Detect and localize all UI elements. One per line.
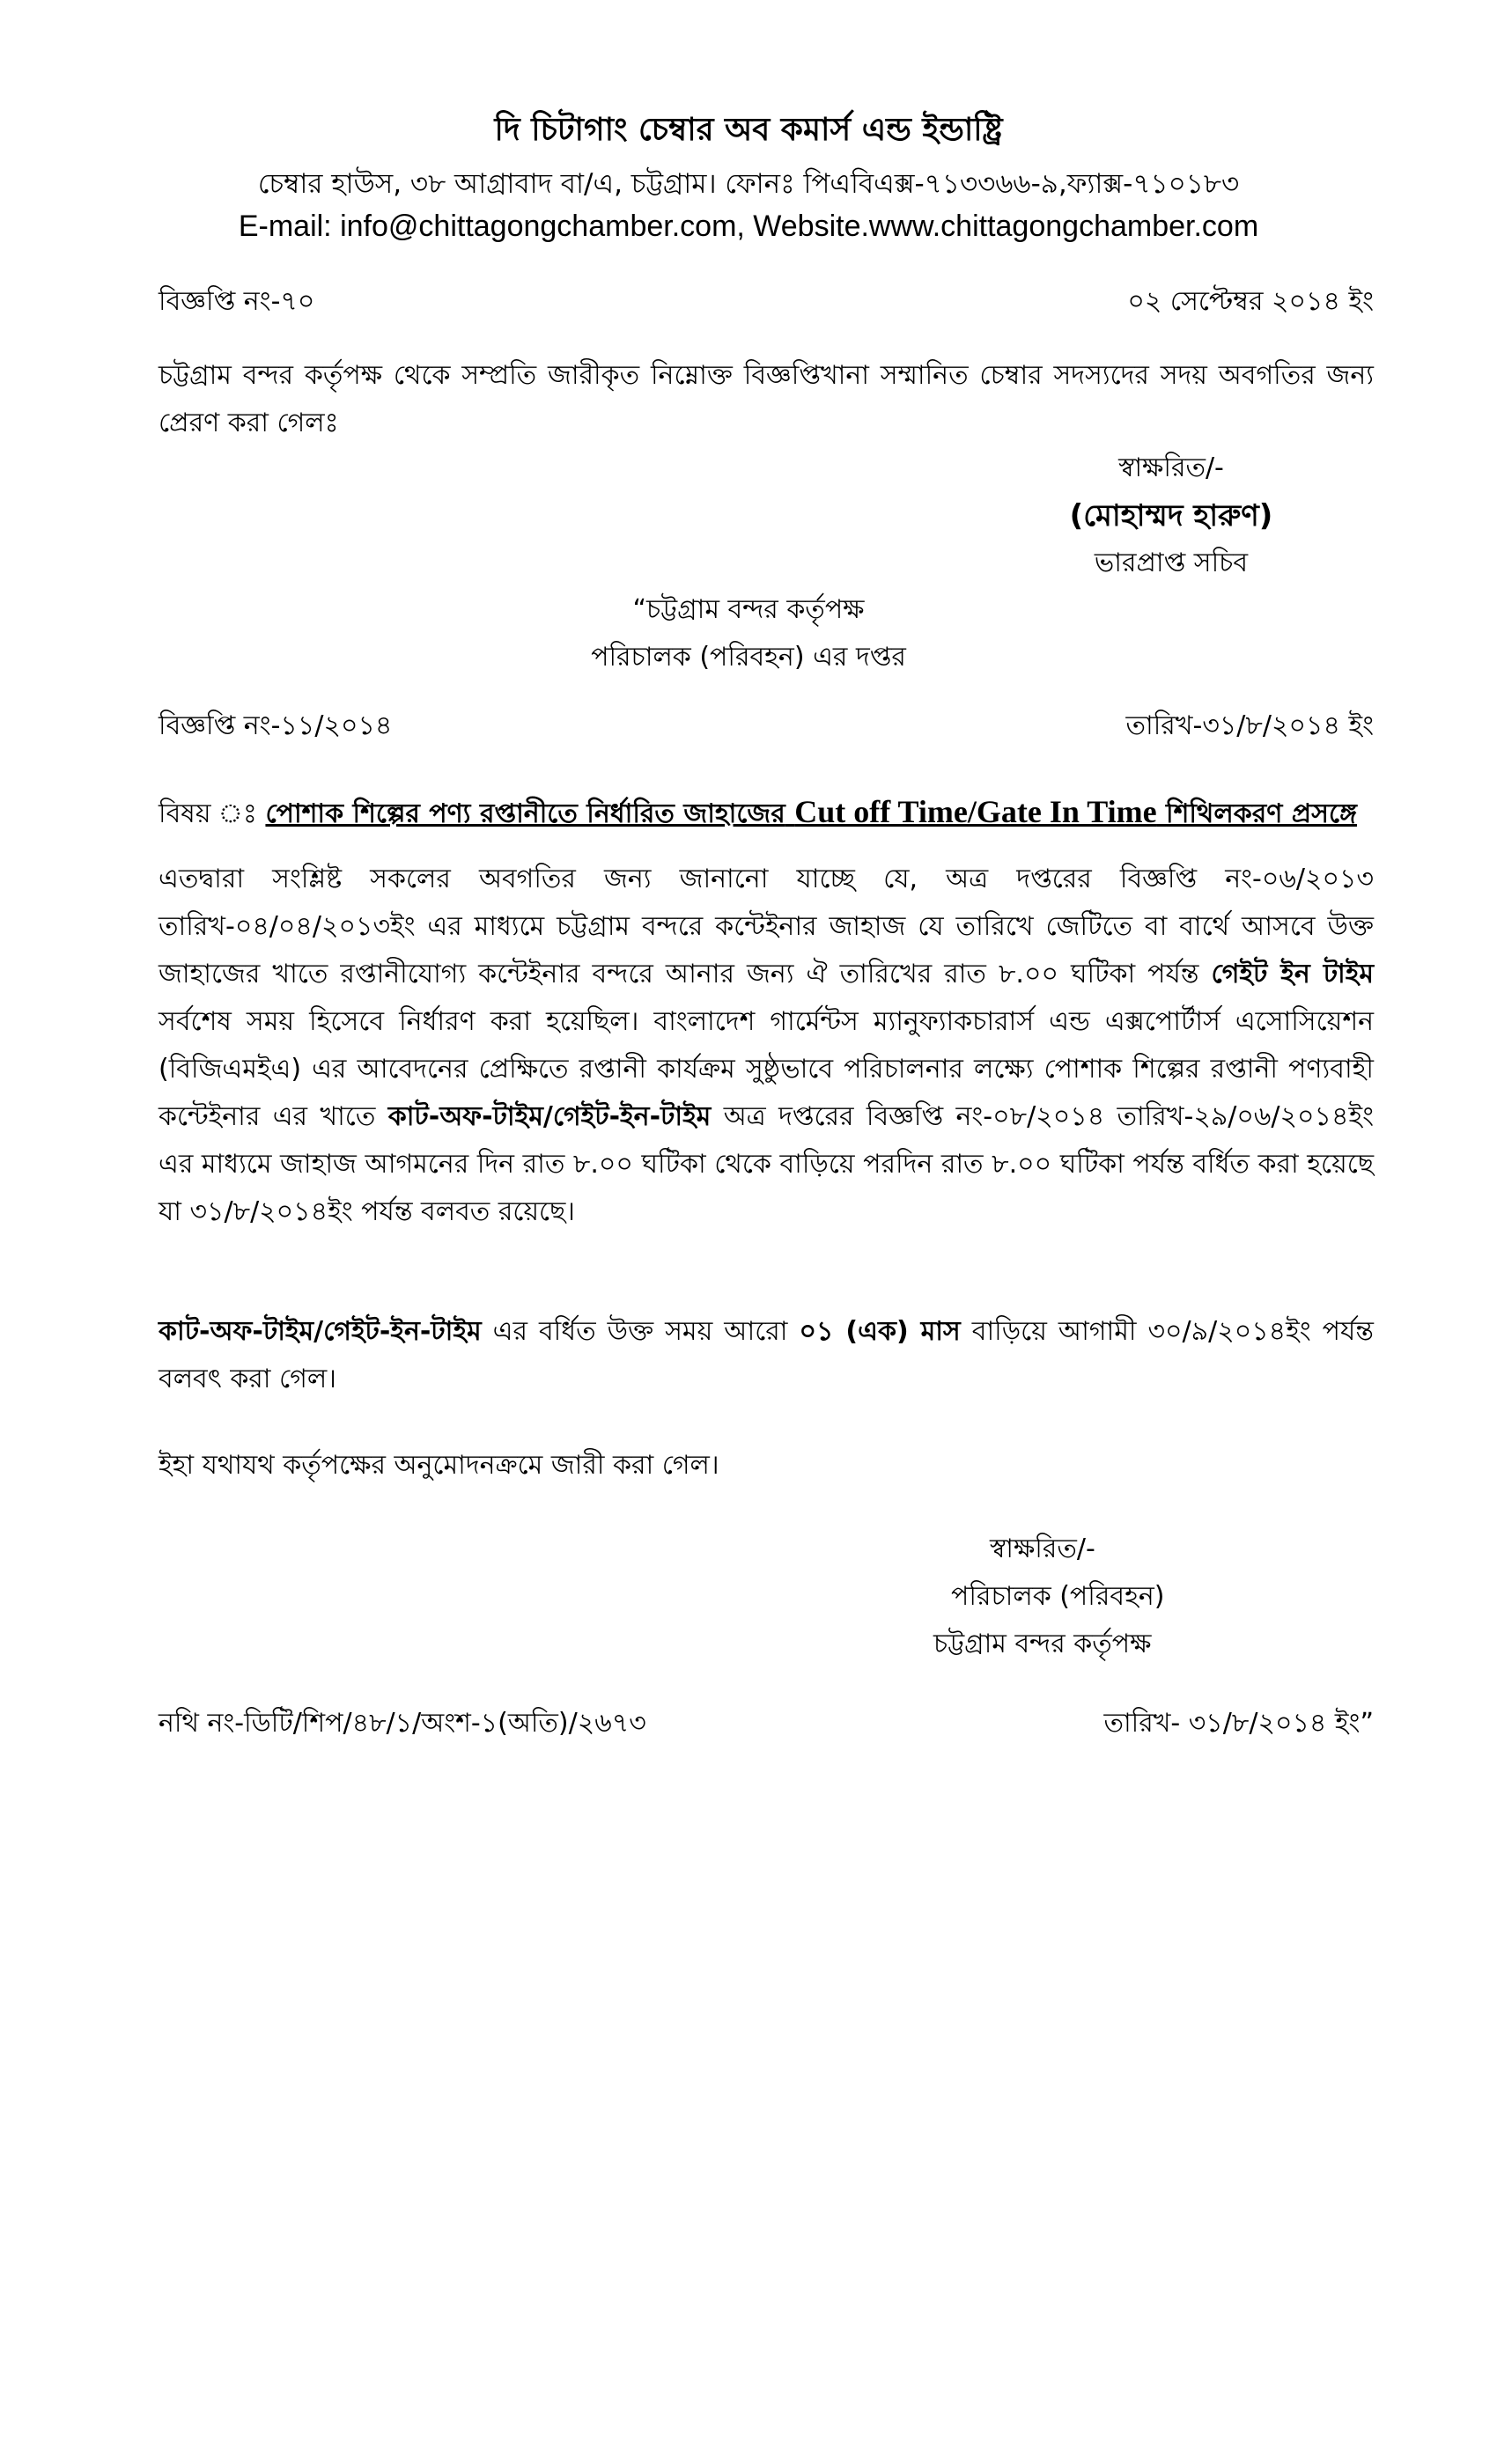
subject-part1: পোশাক শিল্পের পণ্য রপ্তানীতে নির্ধারিত জাহাজের — [265, 798, 785, 829]
paragraph-3: ইহা যথাযথ কর্তৃপক্ষের অনুমোদনক্রমে জারী করা গেল। — [159, 1450, 719, 1481]
para2-text-d: বাড়িয়ে আগামী ৩০/৯/২০১৪ইং পর্যন্ত বলবৎ করা গেল। — [159, 1316, 1374, 1394]
authority-line1: “চট্টগ্রাম বন্দর কর্তৃপক্ষ — [632, 594, 865, 625]
para2-text-b: এর বর্ধিত উক্ত সময় আরো — [492, 1316, 788, 1347]
subject-label: বিষয় ঃ — [159, 798, 257, 829]
para1-bold-cutoff: কাট-অফ-টাইম/গেইট-ইন-টাইম — [387, 1101, 712, 1132]
file-number: নথি নং-ডিটি/শিপ/৪৮/১/অংশ-১(অতি)/২৬৭৩ — [159, 1708, 646, 1739]
notice-intro: চট্টগ্রাম বন্দর কর্তৃপক্ষ থেকে সম্প্রতি জারীকৃত নিম্নোক্ত বিজ্ঞপ্তিখানা সম্মানিত চেম্বার সদস্যদের সদয় অবগতির জন্য প্রেরণ করা গেলঃ — [159, 360, 1374, 438]
file-date: তারিখ- ৩১/৮/২০১৪ ইং” — [1103, 1708, 1374, 1739]
org-contact: E-mail: info@chittagongchamber.com, Website.www.chittagongchamber.com — [238, 210, 1259, 243]
paragraph-1 — [159, 856, 1374, 1236]
notice-number: বিজ্ঞপ্তি নং-৭০ — [159, 286, 315, 317]
signatory-name: (মোহাম্মদ হারুণ) — [1069, 498, 1273, 533]
para2-bold-cutoff: কাট-অফ-টাইম/গেইট-ইন-টাইম — [159, 1316, 482, 1347]
para1-text-e: অত্র দপ্তরের বিজ্ঞপ্তি নং-০৮/২০১৪ তারিখ-২৯/০৬/২০১৪ইং এর মাধ্যমে জাহাজ আগমনের দিন রাত ৮.০০ ঘটিকা থেকে বাড়িয়ে পরদিন রাত ৮.০০ ঘটিকা পর্যন্ত বর্ধিত করা হয়েছে যা ৩১/৮/২০১৪ইং পর্যন্ত বলবত রয়েছে। — [159, 1101, 1374, 1227]
para1-bold-gate-in-time: গেইট ইন টাইম — [1211, 959, 1375, 989]
circular-number: বিজ্ঞপ্তি নং-১১/২০১৪ — [159, 710, 393, 741]
subject-line — [159, 792, 1357, 837]
subject-part2: Cut off Time/Gate In Time — [794, 794, 1157, 829]
authority-line2: পরিচালক (পরিবহন) এর দপ্তর — [591, 642, 906, 673]
para1-text-a: এতদ্বারা সংশ্লিষ্ট সকলের অবগতির জন্য জানানো যাচ্ছে যে, অত্র দপ্তরের বিজ্ঞপ্তি নং-০৬/২০১৩ তারিখ-০৪/০৪/২০১৩ইং এর মাধ্যমে চট্টগ্রাম বন্দরে কন্টেইনার জাহাজ যে তারিখে জেটিতে বা বার্থে আসবে উক্ত জাহাজের খাতে রপ্তানীযোগ্য কন্টেইনার বন্দরে আনার জন্য ঐ তারিখের রাত ৮.০০ ঘটিকা পর্যন্ত — [159, 864, 1374, 989]
signed-label: স্বাক্ষরিত/- — [1118, 452, 1224, 483]
circular-signatory-title: পরিচালক (পরিবহন) — [951, 1581, 1165, 1612]
circular-signatory-org: চট্টগ্রাম বন্দর কর্তৃপক্ষ — [933, 1629, 1152, 1659]
notice-signature-block — [1039, 445, 1303, 587]
notice-date: ০২ সেপ্টেম্বর ২০১৪ ইং — [1127, 286, 1374, 317]
signatory-title: ভারপ্রাপ্ত সচিব — [1094, 548, 1249, 578]
circular-signed-label: স্বাক্ষরিত/- — [990, 1534, 1095, 1564]
org-name: দি চিটাগাং চেম্বার অব কমার্স এন্ড ইন্ডাষ্ট্রি — [494, 112, 1003, 148]
circular-signature-block — [933, 1526, 1180, 1668]
circular-date: তারিখ-৩১/৮/২০১৪ ইং — [1125, 710, 1374, 741]
para1-text-c: সর্বশেষ সময় হিসেবে নির্ধারণ করা হয়েছিল। বাংলাদেশ গার্মেন্টস ম্যানুফ্যাকচারার্স এন্ড এক্সপোর্টার্স এসোসিয়েশন (বিজিএমইএ) এর আবেদনের প্রেক্ষিতে রপ্তানী কার্যক্রম সুষ্ঠুভাবে পরিচালনার লক্ষ্যে পোশাক শিল্পের রপ্তানী পণ্যবাহী কন্টেইনার এর খাতে — [159, 1006, 1374, 1132]
subject-part3: শিথিলকরণ প্রসঙ্গে — [1166, 798, 1357, 829]
para2-bold-one-month: ০১ (এক) মাস — [799, 1316, 961, 1347]
paragraph-2 — [159, 1308, 1374, 1403]
org-address: চেম্বার হাউস, ৩৮ আগ্রাবাদ বা/এ, চট্টগ্রাম। ফোনঃ পিএবিএক্স-৭১৩৩৬৬-৯,ফ্যাক্স-৭১০১৮৩ — [257, 168, 1240, 200]
subject-text — [265, 794, 1357, 829]
